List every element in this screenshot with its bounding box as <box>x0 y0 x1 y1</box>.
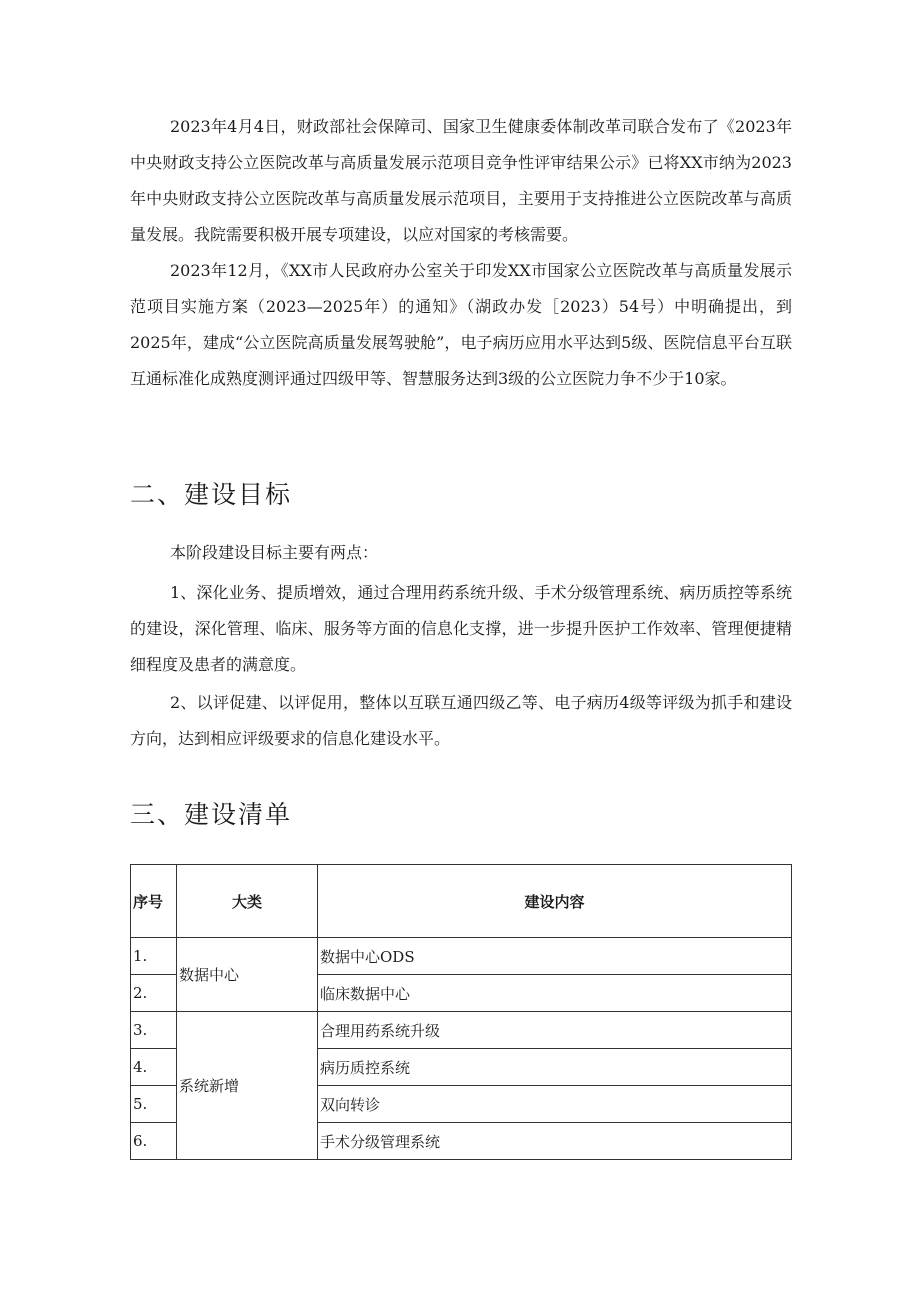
row-content: 病历质控系统 <box>318 1049 792 1086</box>
construction-list-table <box>130 864 792 1160</box>
row-seq: 4. <box>131 1049 177 1086</box>
row-content: 数据中心ODS <box>318 938 792 975</box>
row-seq: 3. <box>131 1012 177 1049</box>
header-category: 大类 <box>177 865 318 938</box>
goal-point-1 <box>130 575 792 683</box>
paragraph-background-2 <box>130 253 792 397</box>
paragraph-text: 本阶段建设目标主要有两点： <box>170 543 379 562</box>
goals-intro <box>130 535 792 571</box>
row-seq: 5. <box>131 1086 177 1123</box>
paragraph-text: 2023年12月，《XX市人民政府办公室关于印发XX市国家公立医院改革与高质量发展示范项目实施方案（2023—2025年）的通知》（湖政办发［2023）54号）中明确提出，到2025年，建成“公立医院高质量发展驾驶舱”，电子病历应用水平达到5级、医院信息平台互联互通标准化成熟度测评通过四级甲等、智慧服务达到3级的公立医院力争不少于10家。 <box>130 261 792 388</box>
paragraph-text: 2、以评促建、以评促用，整体以互联互通四级乙等、电子病历4级等评级为抓手和建设方向，达到相应评级要求的信息化建设水平。 <box>130 693 792 748</box>
row-content: 双向转诊 <box>318 1086 792 1123</box>
row-seq: 2. <box>131 975 177 1012</box>
table-row <box>131 1012 792 1049</box>
goal-point-2 <box>130 685 792 757</box>
table-header-row <box>131 865 792 938</box>
row-content: 临床数据中心 <box>318 975 792 1012</box>
row-content: 合理用药系统升级 <box>318 1012 792 1049</box>
row-category: 系统新增 <box>177 1012 318 1160</box>
table-row <box>131 938 792 975</box>
paragraph-text: 2023年4月4日，财政部社会保障司、国家卫生健康委体制改革司联合发布了《2023年中央财政支持公立医院改革与高质量发展示范项目竞争性评审结果公示》已将XX市纳为2023年中央财政支持公立医院改革与高质量发展示范项目，主要用于支持推进公立医院改革与高质量发展。我院需要积极开展专项建设，以应对国家的考核需要。 <box>130 117 792 244</box>
row-content: 手术分级管理系统 <box>318 1123 792 1160</box>
header-seq: 序号 <box>131 865 177 938</box>
row-seq: 6. <box>131 1123 177 1160</box>
paragraph-text: 1、深化业务、提质增效，通过合理用药系统升级、手术分级管理系统、病历质控等系统的建设，深化管理、临床、服务等方面的信息化支撑，进一步提升医护工作效率、管理便捷精细程度及患者的满意度。 <box>130 583 792 674</box>
paragraph-background-1 <box>130 109 792 253</box>
section-heading-list: 三、建设清单 <box>130 800 293 829</box>
header-content: 建设内容 <box>318 865 792 938</box>
row-seq: 1. <box>131 938 177 975</box>
section-heading-goals: 二、建设目标 <box>130 480 293 509</box>
row-category: 数据中心 <box>177 938 318 1012</box>
